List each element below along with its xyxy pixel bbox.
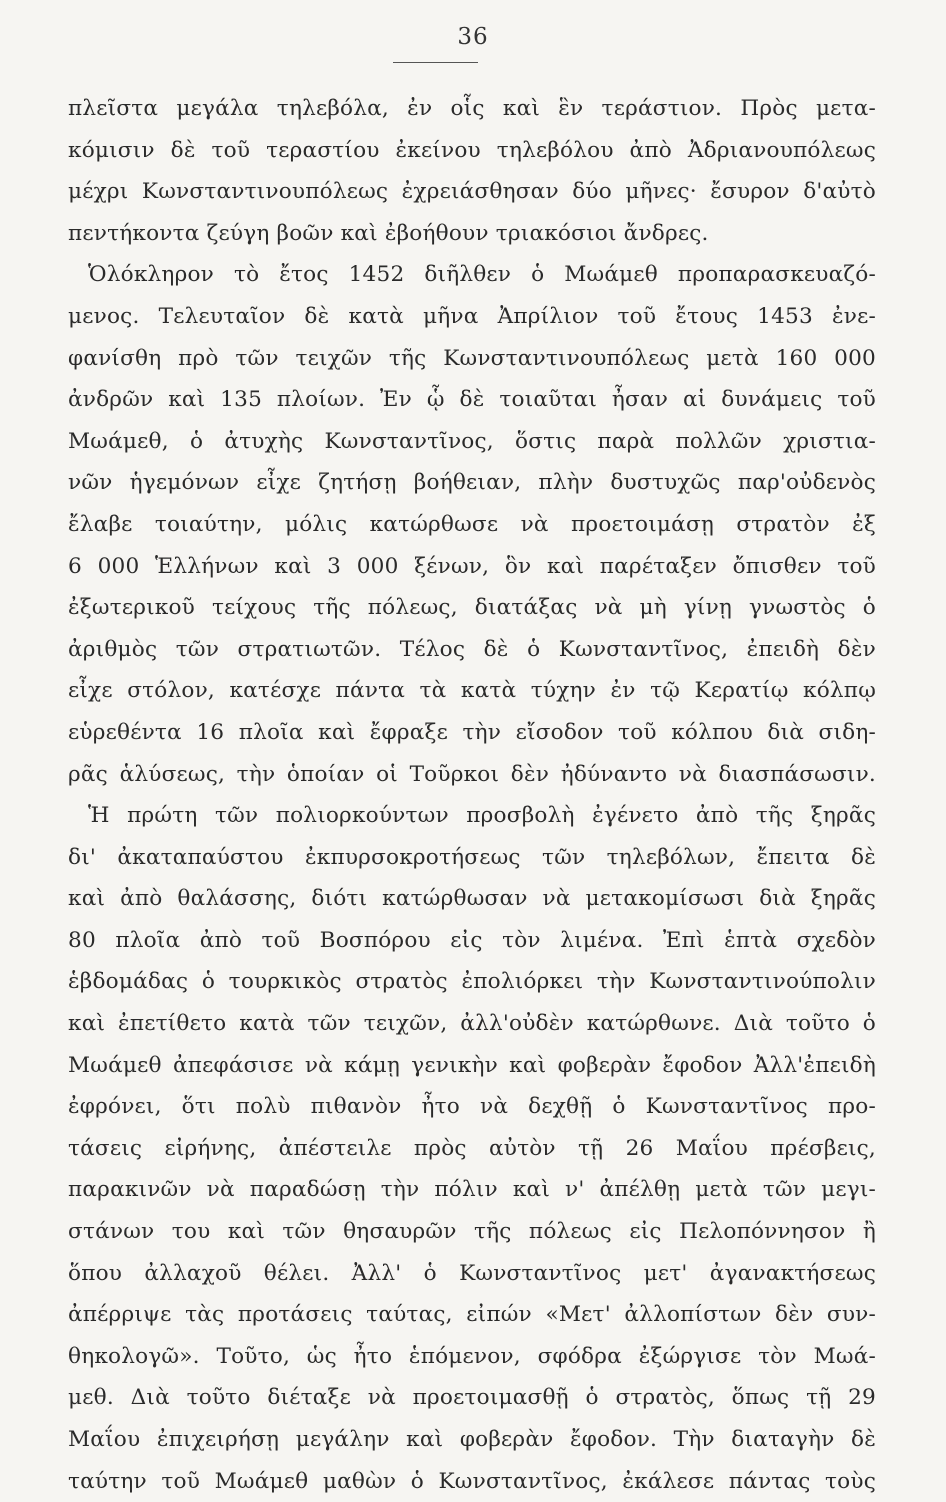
text-line: Μαΐου ἐπιχειρήσῃ μεγάλην καὶ φοβερὰν ἔφοδον. Τὴν διαταγὴν δὲ (68, 1427, 876, 1452)
text-line: Μωάμεθ, ὁ ἀτυχὴς Κωνσταντῖνος, ὅστις παρὰ πολλῶν χριστια- (68, 428, 876, 454)
text-line: καὶ ἀπὸ θαλάσσης, διότι κατώρθωσαν νὰ μετακομίσωσι διὰ ξηρᾶς (68, 886, 876, 912)
text-line: ἀπέρριψε τὰς προτάσεις ταύτας, εἰπών «Μετ' ἀλλοπίστων δὲν συν- (68, 1302, 876, 1328)
text-line: ἐφρόνει, ὅτι πολὺ πιθανὸν ἦτο νὰ δεχθῇ ὁ Κωνσταντῖνος προ- (68, 1094, 876, 1120)
text-line: Ὁλόκληρον τὸ ἔτος 1452 διῆλθεν ὁ Μωάμεθ προπαρασκευαζό- (88, 262, 876, 288)
text-line: παρακινῶν νὰ παραδώσῃ τὴν πόλιν καὶ ν' ἀπέλθῃ μετὰ τῶν μεγι- (68, 1177, 876, 1203)
text-line: πλεῖστα μεγάλα τηλεβόλα, ἐν οἷς καὶ ἓν τεράστιον. Πρὸς μετα- (68, 96, 876, 121)
text-line: 80 πλοῖα ἀπὸ τοῦ Βοσπόρου εἰς τὸν λιμένα. Ἐπὶ ἑπτὰ σχεδὸν (68, 927, 876, 953)
text-line: μεθ. Διὰ τοῦτο διέταξε νὰ προετοιμασθῇ ὁ στρατὸς, ὅπως τῇ 29 (68, 1385, 876, 1411)
header-rule (393, 62, 478, 63)
page-number: 36 (457, 24, 489, 50)
text-line: Μωάμεθ ἀπεφάσισε νὰ κάμῃ γενικὴν καὶ φοβερὰν ἔφοδον Ἀλλ'ἐπειδὴ (68, 1052, 876, 1078)
text-line: ὅπου ἀλλαχοῦ θέλει. Ἀλλ' ὁ Κωνσταντῖνος μετ' ἀγανακτήσεως (68, 1260, 876, 1286)
text-line: εἶχε στόλον, κατέσχε πάντα τὰ κατὰ τύχην ἐν τῷ Κερατίῳ κόλπῳ (68, 678, 876, 704)
text-line: καὶ ἐπετίθετο κατὰ τῶν τειχῶν, ἀλλ'οὐδὲν κατώρθωνε. Διὰ τοῦτο ὁ (68, 1011, 876, 1037)
text-line: ταύτην τοῦ Μωάμεθ μαθὼν ὁ Κωνσταντῖνος, ἐκάλεσε πάντας τοὺς (68, 1468, 876, 1494)
text-line: Ἡ πρώτη τῶν πολιορκούντων προσβολὴ ἐγένετο ἀπὸ τῆς ξηρᾶς (88, 803, 876, 829)
text-line: ἀνδρῶν καὶ 135 πλοίων. Ἐν ᾧ δὲ τοιαῦται ἦσαν αἱ δυνάμεις τοῦ (68, 387, 876, 413)
text-line: 6 000 Ἑλλήνων καὶ 3 000 ξένων, ὃν καὶ παρέταξεν ὄπισθεν τοῦ (68, 553, 876, 579)
text-line: πεντήκοντα ζεύγη βοῶν καὶ ἐβοήθουν τριακόσιοι ἄνδρες. (68, 220, 709, 246)
text-line: νῶν ἡγεμόνων εἶχε ζητήσῃ βοήθειαν, πλὴν δυστυχῶς παρ'οὐδενὸς (68, 470, 876, 496)
text-line: στάνων του καὶ τῶν θησαυρῶν τῆς πόλεως εἰς Πελοπόννησον ἢ (68, 1219, 876, 1245)
text-line: μέχρι Κωνσταντινουπόλεως ἐχρειάσθησαν δύο μῆνες· ἔσυρον δ'αὐτὸ (68, 179, 876, 205)
text-line: θηκολογῶ». Τοῦτο, ὡς ἦτο ἑπόμενον, σφόδρα ἐξώργισε τὸν Μωά- (68, 1343, 876, 1369)
text-line: φανίσθη πρὸ τῶν τειχῶν τῆς Κωνσταντινουπόλεως μετὰ 160 000 (68, 345, 876, 371)
text-line: ρᾶς ἁλύσεως, τὴν ὁποίαν οἱ Τοῦρκοι δὲν ἠδύναντο νὰ διασπάσωσιν. (68, 761, 876, 787)
text-line: ἔλαβε τοιαύτην, μόλις κατώρθωσε νὰ προετοιμάσῃ στρατὸν ἐξ (68, 511, 876, 537)
text-line: ἀριθμὸς τῶν στρατιωτῶν. Τέλος δὲ ὁ Κωνσταντῖνος, ἐπειδὴ δὲν (68, 636, 876, 662)
text-line: ἐξωτερικοῦ τείχους τῆς πόλεως, διατάξας νὰ μὴ γίνῃ γνωστὸς ὁ (68, 595, 876, 621)
text-line: ἑβδομάδας ὁ τουρκικὸς στρατὸς ἐπολιόρκει τὴν Κωνσταντινούπολιν (68, 969, 876, 995)
text-line: εὑρεθέντα 16 πλοῖα καὶ ἔφραξε τὴν εἴσοδον τοῦ κόλπου διὰ σιδη- (68, 719, 876, 745)
text-line: τάσεις εἰρήνης, ἀπέστειλε πρὸς αὐτὸν τῇ 26 Μαΐου πρέσβεις, (68, 1135, 876, 1161)
text-line: μενος. Τελευταῖον δὲ κατὰ μῆνα Ἀπρίλιον τοῦ ἔτους 1453 ἐνε- (68, 303, 876, 329)
text-line: δι' ἀκαταπαύστου ἐκπυρσοκροτήσεως τῶν τηλεβόλων, ἔπειτα δὲ (68, 844, 876, 870)
text-line: κόμισιν δὲ τοῦ τεραστίου ἐκείνου τηλεβόλου ἀπὸ Ἀδριανουπόλεως (68, 137, 876, 163)
body-text (68, 88, 876, 1502)
